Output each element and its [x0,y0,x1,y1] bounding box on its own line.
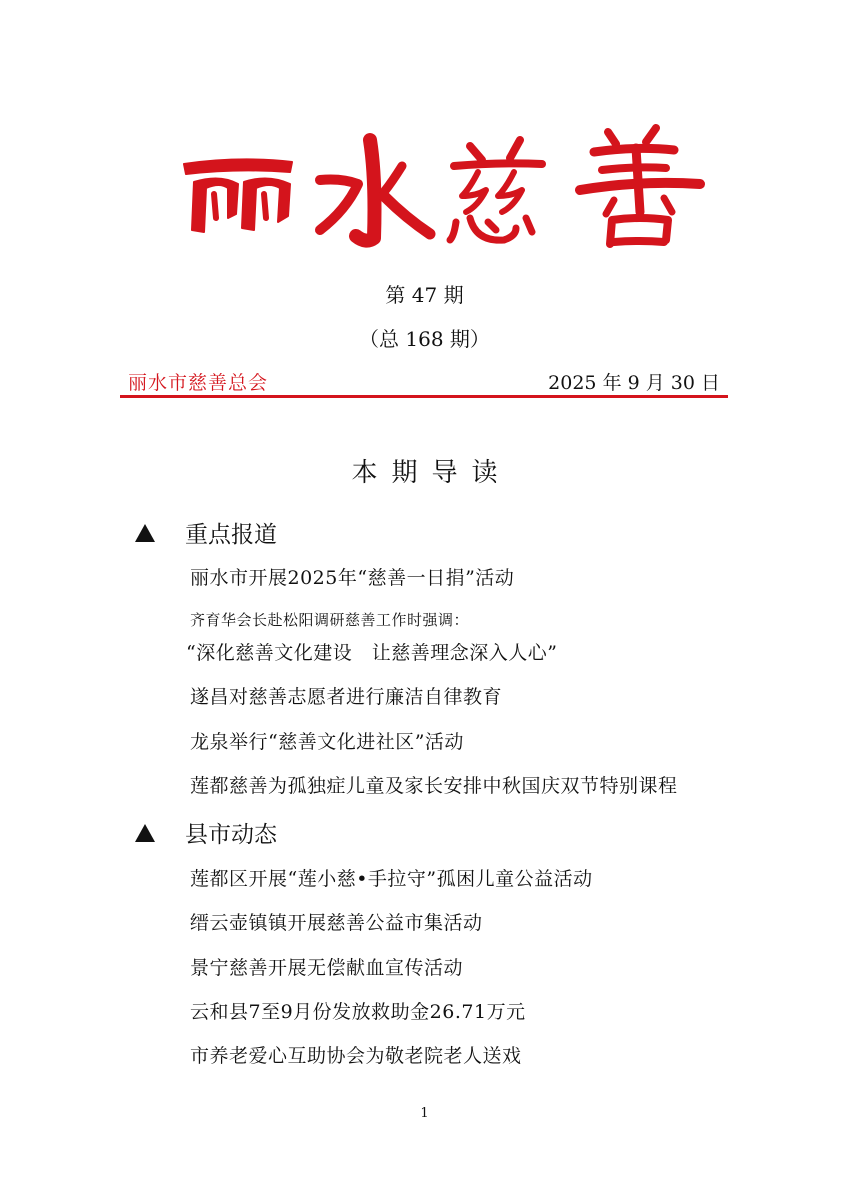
toc-item[interactable]: “深化慈善文化建设 让慈善理念深入人心” [186,642,558,664]
section-heading-featured [135,516,277,549]
toc-item[interactable]: 市养老爱心互助协会为敬老院老人送戏 [190,1045,522,1067]
toc-item[interactable]: 云和县7至9月份发放救助金26.71万元 [190,1001,526,1023]
section-heading-label: 重点报道 [185,522,277,548]
toc-item[interactable]: 丽水市开展2025年“慈善一日捐”活动 [190,567,515,589]
toc-item[interactable]: 莲都慈善为孤独症儿童及家长安排中秋国庆双节特别课程 [190,775,678,797]
masthead-calligraphy-logo [170,118,710,253]
toc-item[interactable]: 齐育华会长赴松阳调研慈善工作时强调： [190,611,470,629]
triangle-bullet-icon [135,524,155,542]
toc-item[interactable]: 龙泉举行“慈善文化进社区”活动 [190,731,464,753]
section-heading-county-news [135,816,277,849]
page-number: 1 [420,1106,429,1121]
toc-item[interactable]: 遂昌对慈善志愿者进行廉洁自律教育 [190,686,503,708]
issue-total: （总 168 期） [359,327,490,351]
section-heading-label: 县市动态 [185,822,277,848]
issue-date: 2025 年 9 月 30 日 [548,372,720,394]
header-divider [120,395,728,398]
triangle-bullet-icon [135,824,155,842]
toc-item[interactable]: 缙云壶镇镇开展慈善公益市集活动 [190,912,483,934]
organization-name: 丽水市慈善总会 [128,372,269,394]
issue-number: 第 47 期 [385,283,464,307]
toc-item[interactable]: 莲都区开展“莲小慈•手拉守”孤困儿童公益活动 [190,868,593,890]
toc-item[interactable]: 景宁慈善开展无偿献血宣传活动 [190,957,464,979]
toc-title: 本期导读 [351,458,512,488]
